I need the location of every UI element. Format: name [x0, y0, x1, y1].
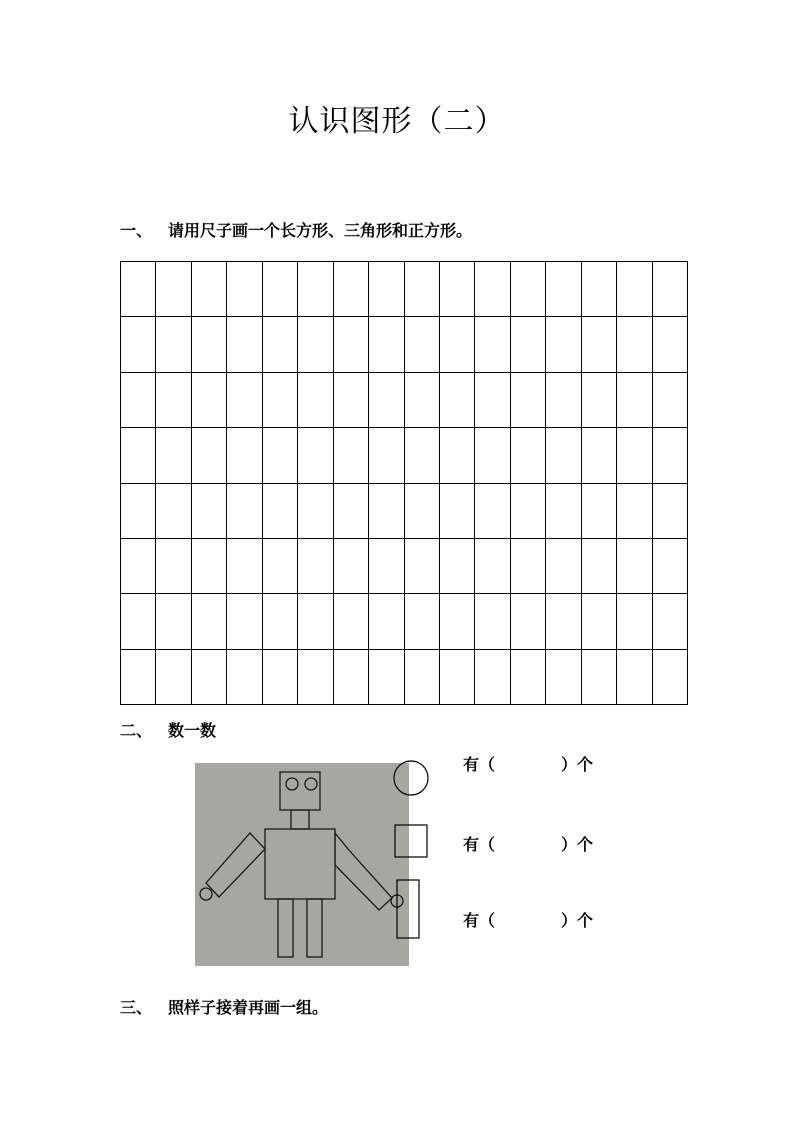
grid-cell[interactable]: [581, 372, 616, 427]
grid-cell[interactable]: [652, 483, 687, 538]
grid-cell[interactable]: [546, 317, 581, 372]
grid-cell[interactable]: [617, 538, 652, 593]
grid-cell[interactable]: [404, 594, 439, 649]
grid-cell[interactable]: [262, 428, 297, 483]
grid-cell[interactable]: [333, 649, 368, 704]
grid-cell[interactable]: [617, 594, 652, 649]
grid-cell[interactable]: [510, 428, 545, 483]
robot-eye-right: [305, 778, 317, 790]
grid-cell[interactable]: [617, 317, 652, 372]
grid-cell[interactable]: [617, 649, 652, 704]
rectangle-shape-icon: [396, 879, 422, 941]
grid-cell[interactable]: [617, 262, 652, 317]
grid-cell[interactable]: [298, 317, 333, 372]
grid-cell[interactable]: [227, 483, 262, 538]
grid-cell[interactable]: [156, 372, 191, 427]
grid-cell[interactable]: [227, 372, 262, 427]
grid-cell[interactable]: [227, 649, 262, 704]
grid-cell[interactable]: [652, 317, 687, 372]
grid-cell[interactable]: [439, 483, 474, 538]
grid-cell[interactable]: [581, 538, 616, 593]
section-number: 三、: [120, 998, 153, 1017]
grid-cell[interactable]: [121, 428, 156, 483]
grid-cell[interactable]: [121, 317, 156, 372]
grid-cell[interactable]: [156, 262, 191, 317]
grid-cell[interactable]: [156, 649, 191, 704]
grid-cell[interactable]: [191, 594, 226, 649]
grid-cell[interactable]: [369, 649, 404, 704]
grid-cell[interactable]: [404, 262, 439, 317]
robot-leg-left: [278, 899, 293, 957]
grid-cell[interactable]: [475, 483, 510, 538]
grid-cell[interactable]: [652, 538, 687, 593]
grid-cell[interactable]: [510, 649, 545, 704]
grid-cell[interactable]: [262, 594, 297, 649]
grid-cell[interactable]: [262, 262, 297, 317]
grid-cell[interactable]: [581, 262, 616, 317]
section-1-heading: [120, 218, 472, 241]
grid-cell[interactable]: [475, 428, 510, 483]
grid-cell[interactable]: [369, 372, 404, 427]
circle-shape-icon: [392, 759, 432, 797]
grid-cell[interactable]: [404, 317, 439, 372]
grid-cell[interactable]: [546, 372, 581, 427]
grid-cell[interactable]: [191, 372, 226, 427]
grid-cell[interactable]: [191, 483, 226, 538]
grid-cell[interactable]: [121, 649, 156, 704]
section-text: 数一数: [168, 721, 217, 740]
grid-cell[interactable]: [510, 262, 545, 317]
grid-cell[interactable]: [546, 428, 581, 483]
grid-cell[interactable]: [262, 649, 297, 704]
grid-cell[interactable]: [191, 262, 226, 317]
grid-cell[interactable]: [439, 372, 474, 427]
grid-cell[interactable]: [298, 649, 333, 704]
grid-cell[interactable]: [581, 317, 616, 372]
grid-cell[interactable]: [333, 262, 368, 317]
grid-cell[interactable]: [227, 428, 262, 483]
grid-cell[interactable]: [475, 649, 510, 704]
grid-cell[interactable]: [652, 594, 687, 649]
grid-cell[interactable]: [404, 538, 439, 593]
grid-cell[interactable]: [191, 649, 226, 704]
robot-eye-left: [286, 778, 298, 790]
grid-cell[interactable]: [404, 649, 439, 704]
grid-cell[interactable]: [298, 372, 333, 427]
robot-arm-right: [335, 833, 392, 910]
grid-cell[interactable]: [369, 262, 404, 317]
grid-cell[interactable]: [298, 262, 333, 317]
grid-cell[interactable]: [546, 649, 581, 704]
grid-cell[interactable]: [439, 538, 474, 593]
grid-cell[interactable]: [333, 483, 368, 538]
section-3-heading: [120, 995, 328, 1018]
grid-cell[interactable]: [617, 372, 652, 427]
robot-arm-left: [206, 833, 265, 897]
grid-cell[interactable]: [121, 594, 156, 649]
grid-cell[interactable]: [652, 372, 687, 427]
grid-cell[interactable]: [475, 262, 510, 317]
grid-cell[interactable]: [369, 428, 404, 483]
robot-leg-right: [307, 899, 322, 957]
grid-cell[interactable]: [333, 594, 368, 649]
grid-cell[interactable]: [369, 538, 404, 593]
grid-cell[interactable]: [298, 538, 333, 593]
grid-cell[interactable]: [617, 483, 652, 538]
grid-cell[interactable]: [404, 483, 439, 538]
grid-cell[interactable]: [156, 594, 191, 649]
grid-cell[interactable]: [439, 649, 474, 704]
grid-cell[interactable]: [581, 594, 616, 649]
grid-cell[interactable]: [227, 594, 262, 649]
robot-neck: [291, 810, 309, 829]
grid-cell[interactable]: [510, 372, 545, 427]
grid-cell[interactable]: [617, 428, 652, 483]
grid-row: [121, 538, 688, 593]
grid-cell[interactable]: [546, 594, 581, 649]
grid-cell[interactable]: [510, 594, 545, 649]
grid-row: [121, 594, 688, 649]
count-question-rectangle: 有（ ）个: [463, 911, 594, 930]
grid-row: [121, 317, 688, 372]
grid-cell[interactable]: [475, 372, 510, 427]
grid-cell[interactable]: [333, 428, 368, 483]
grid-cell[interactable]: [369, 317, 404, 372]
grid-cell[interactable]: [191, 428, 226, 483]
grid-cell[interactable]: [262, 538, 297, 593]
grid-cell[interactable]: [262, 317, 297, 372]
grid-cell[interactable]: [333, 372, 368, 427]
count-question-square: 有（ ）个: [463, 835, 594, 854]
grid-cell[interactable]: [227, 538, 262, 593]
grid-cell[interactable]: [510, 483, 545, 538]
grid-row: [121, 262, 688, 317]
grid-cell[interactable]: [333, 317, 368, 372]
grid-cell[interactable]: [439, 594, 474, 649]
grid-cell[interactable]: [510, 538, 545, 593]
robot-figure-image: [195, 763, 409, 966]
grid-cell[interactable]: [475, 317, 510, 372]
grid-cell[interactable]: [439, 262, 474, 317]
grid-cell[interactable]: [227, 317, 262, 372]
grid-cell[interactable]: [191, 538, 226, 593]
square-shape-icon: [394, 824, 430, 860]
grid-row: [121, 428, 688, 483]
grid-cell[interactable]: [333, 538, 368, 593]
section-2-heading: [120, 718, 216, 741]
grid-cell[interactable]: [369, 594, 404, 649]
grid-cell[interactable]: [121, 372, 156, 427]
grid-cell[interactable]: [510, 317, 545, 372]
grid-cell[interactable]: [156, 317, 191, 372]
grid-cell[interactable]: [439, 317, 474, 372]
section-text: 请用尺子画一个长方形、三角形和正方形。: [168, 221, 473, 240]
count-question-circle: 有（ ）个: [463, 755, 594, 774]
grid-cell[interactable]: [262, 483, 297, 538]
grid-cell[interactable]: [156, 538, 191, 593]
grid-cell[interactable]: [652, 262, 687, 317]
grid-cell[interactable]: [262, 372, 297, 427]
grid-cell[interactable]: [121, 538, 156, 593]
drawing-grid[interactable]: [120, 261, 688, 705]
grid-cell[interactable]: [581, 428, 616, 483]
grid-cell[interactable]: [404, 428, 439, 483]
grid-row: [121, 649, 688, 704]
grid-cell[interactable]: [191, 317, 226, 372]
grid-cell[interactable]: [369, 483, 404, 538]
grid-cell[interactable]: [227, 262, 262, 317]
grid-cell[interactable]: [475, 538, 510, 593]
grid-cell[interactable]: [298, 594, 333, 649]
grid-cell[interactable]: [652, 649, 687, 704]
grid-cell[interactable]: [546, 483, 581, 538]
grid-cell[interactable]: [121, 483, 156, 538]
section-number: 一、: [120, 221, 153, 240]
grid-cell[interactable]: [581, 483, 616, 538]
grid-cell[interactable]: [404, 372, 439, 427]
robot-body: [265, 829, 335, 899]
grid-cell[interactable]: [581, 649, 616, 704]
grid-cell[interactable]: [298, 483, 333, 538]
grid-cell[interactable]: [156, 483, 191, 538]
grid-cell[interactable]: [546, 538, 581, 593]
section-number: 二、: [120, 721, 153, 740]
grid-row: [121, 372, 688, 427]
grid-cell[interactable]: [475, 594, 510, 649]
grid-row: [121, 483, 688, 538]
grid-cell[interactable]: [546, 262, 581, 317]
grid-cell[interactable]: [156, 428, 191, 483]
page-title: 认识图形（二）: [288, 104, 506, 139]
robot-hand-left: [200, 888, 212, 900]
grid-cell[interactable]: [439, 428, 474, 483]
grid-cell[interactable]: [652, 428, 687, 483]
grid-cell[interactable]: [121, 262, 156, 317]
grid-cell[interactable]: [298, 428, 333, 483]
robot-figure: [195, 763, 409, 966]
section-text: 照样子接着再画一组。: [168, 998, 329, 1017]
robot-head: [280, 772, 320, 810]
